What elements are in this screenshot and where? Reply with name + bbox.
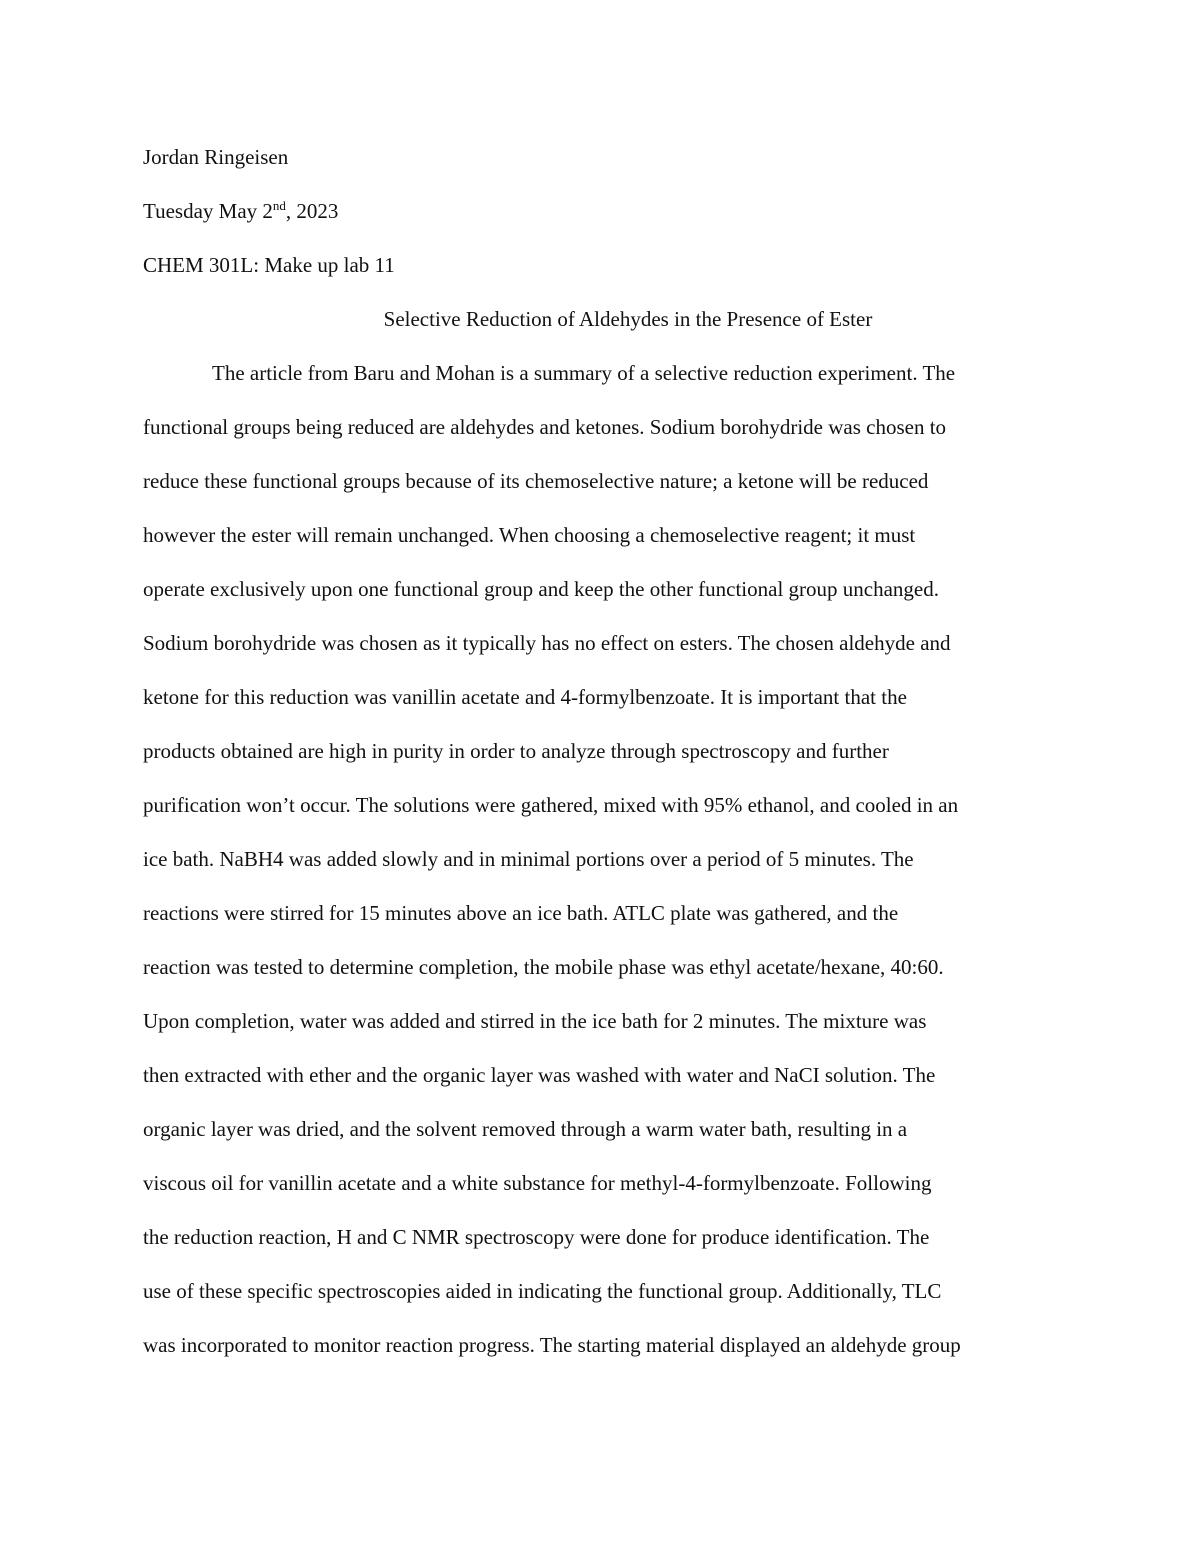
body-line: Upon completion, water was added and stirred in the ice bath for 2 minutes. The mixture was — [143, 1009, 927, 1033]
body-line: the reduction reaction, H and C NMR spectroscopy were done for produce identification. The — [143, 1225, 930, 1249]
body-line: was incorporated to monitor reaction progress. The starting material displayed an aldehyde group — [143, 1333, 961, 1357]
body-line: reaction was tested to determine completion, the mobile phase was ethyl acetate/hexane, 40:60. — [143, 955, 944, 979]
body-line: The article from Baru and Mohan is a summary of a selective reduction experiment. The — [212, 361, 956, 385]
body-line: operate exclusively upon one functional group and keep the other functional group unchanged. — [143, 577, 939, 601]
body-line: organic layer was dried, and the solvent removed through a warm water bath, resulting in a — [143, 1117, 908, 1141]
body-line: then extracted with ether and the organic layer was washed with water and NaCI solution. The — [143, 1063, 936, 1087]
date-superscript: nd — [272, 198, 286, 213]
body-line: reactions were stirred for 15 minutes above an ice bath. ATLC plate was gathered, and the — [143, 901, 899, 925]
body-line: purification won’t occur. The solutions were gathered, mixed with 95% ethanol, and cooled in an — [143, 793, 959, 817]
date-prefix: Tuesday May 2 — [143, 199, 273, 223]
date-suffix: , 2023 — [285, 199, 339, 223]
body-line: however the ester will remain unchanged. When choosing a chemoselective reagent; it must — [143, 523, 916, 547]
body-line: functional groups being reduced are aldehydes and ketones. Sodium borohydride was chosen to — [143, 415, 947, 439]
body-line: reduce these functional groups because of its chemoselective nature; a ketone will be reduced — [143, 469, 929, 493]
course-line: CHEM 301L: Make up lab 11 — [143, 253, 395, 277]
body-line: products obtained are high in purity in order to analyze through spectroscopy and further — [143, 739, 889, 763]
body-line: viscous oil for vanillin acetate and a white substance for methyl-4-formylbenzoate. Following — [143, 1171, 932, 1195]
document-title: Selective Reduction of Aldehydes in the Presence of Ester — [383, 307, 873, 331]
body-line: ketone for this reduction was vanillin acetate and 4-formylbenzoate. It is important that the — [143, 685, 907, 709]
author-name: Jordan Ringeisen — [143, 145, 289, 169]
body-line: Sodium borohydride was chosen as it typically has no effect on esters. The chosen aldehyde and — [143, 631, 951, 655]
document-text — [143, 130, 1063, 1372]
body-line: use of these specific spectroscopies aided in indicating the functional group. Additionally, TLC — [143, 1279, 942, 1303]
date-line — [143, 184, 1063, 238]
body-line: ice bath. NaBH4 was added slowly and in minimal portions over a period of 5 minutes. The — [143, 847, 914, 871]
